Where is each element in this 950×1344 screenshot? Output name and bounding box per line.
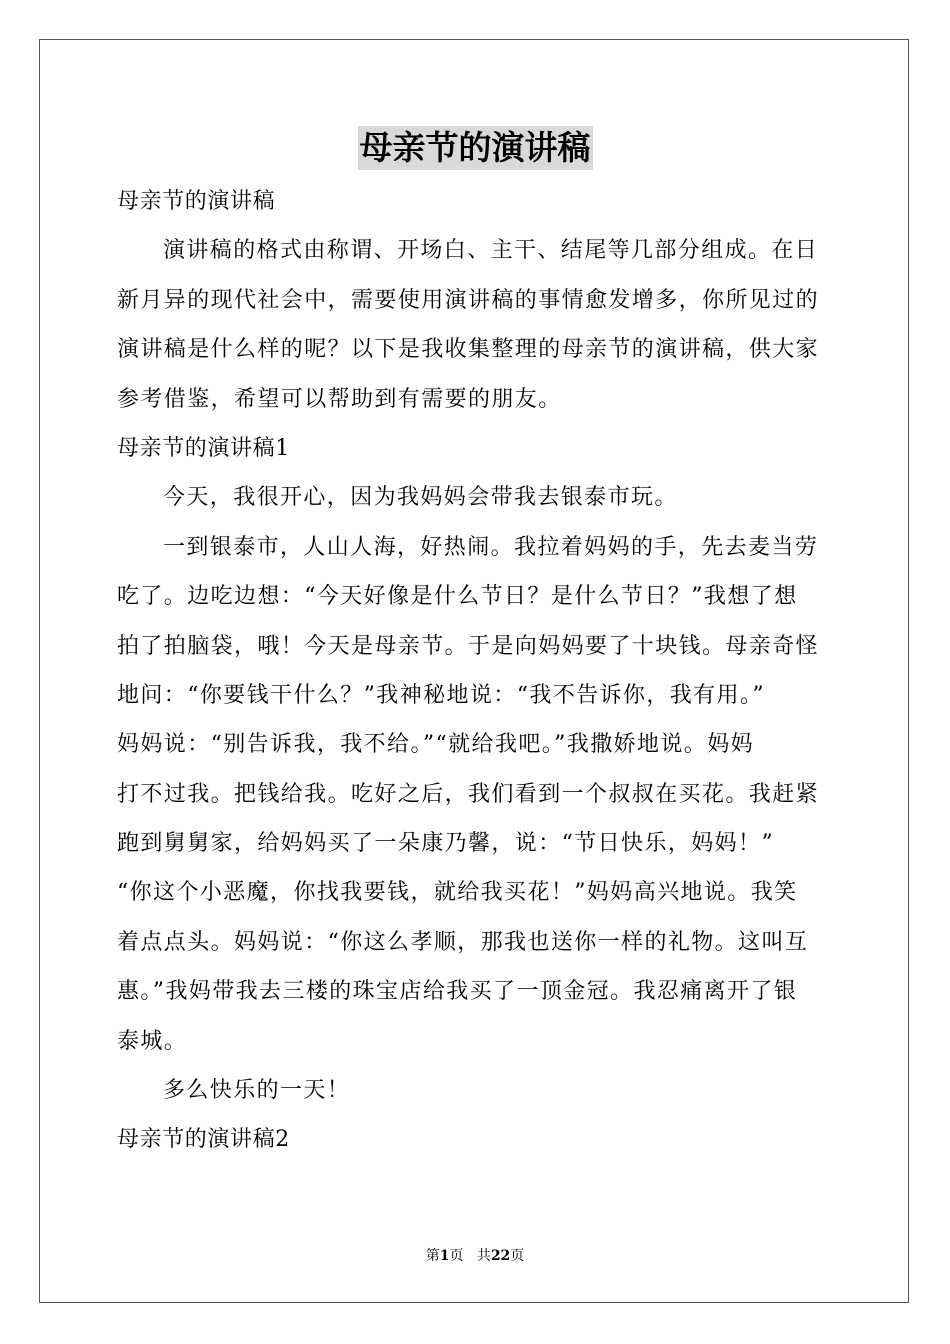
footer-page-number: 1 [439, 1248, 450, 1264]
text-line: 今天，我很开心，因为我妈妈会带我去银泰市玩。 [163, 485, 678, 511]
text-line: 演讲稿的格式由称谓、开场白、主干、结尾等几部分组成。在日 [163, 238, 819, 264]
text-line: 打不过我。把钱给我。吃好之后，我们看到一个叔叔在买花。我赶紧 [117, 781, 820, 807]
text-line: 参考借鉴，希望可以帮助到有需要的朋友。 [117, 386, 562, 412]
text-line: 地问：“你要钱干什么？”我神秘地说：“我不告诉你，我有用。” [117, 682, 765, 708]
section-heading: 母亲节的演讲稿 [117, 189, 276, 214]
document-body [117, 177, 833, 1165]
text-line: 泰城。 [117, 1028, 188, 1054]
text-line: “你这个小恶魔，你找我要钱，就给我买花！”妈妈高兴地说。我笑 [117, 880, 798, 906]
section-heading: 母亲节的演讲稿2 [117, 1127, 290, 1153]
text-line: 演讲稿是什么样的呢？以下是我收集整理的母亲节的演讲稿，供大家 [117, 337, 820, 363]
section-heading: 母亲节的演讲稿1 [117, 435, 290, 461]
text-line: 拍了拍脑袋，哦！今天是母亲节。于是向妈妈要了十块钱。母亲奇怪 [117, 633, 820, 659]
footer-total-suffix: 页 [510, 1248, 525, 1264]
footer-total-pages: 22 [490, 1248, 511, 1264]
title-area [0, 126, 950, 170]
text-line: 吃了。边吃边想：“今天好像是什么节日？是什么节日？”我想了想 [117, 584, 798, 610]
page-footer [0, 1246, 950, 1266]
document-title: 母亲节的演讲稿 [358, 126, 593, 170]
footer-total-prefix: 共 [476, 1248, 491, 1264]
text-line: 着点点头。妈妈说：“你这么孝顺，那我也送你一样的礼物。这叫互 [117, 929, 809, 955]
text-line: 妈妈说：“别告诉我，我不给。”“就给我吧。”我撒娇地说。妈妈 [117, 732, 754, 758]
text-line: 跑到舅舅家，给妈妈买了一朵康乃馨，说：“节日快乐，妈妈！” [117, 831, 775, 857]
footer-page-suffix: 页 [449, 1248, 464, 1264]
footer-prefix: 第 [425, 1248, 440, 1264]
text-line: 一到银泰市，人山人海，好热闹。我拉着妈妈的手，先去麦当劳 [163, 534, 819, 560]
text-line: 多么快乐的一天！ [163, 1078, 351, 1104]
text-line: 惠。”我妈带我去三楼的珠宝店给我买了一顶金冠。我忍痛离开了银 [117, 979, 798, 1005]
text-line: 新月异的现代社会中，需要使用演讲稿的事情愈发增多，你所见过的 [117, 287, 820, 313]
